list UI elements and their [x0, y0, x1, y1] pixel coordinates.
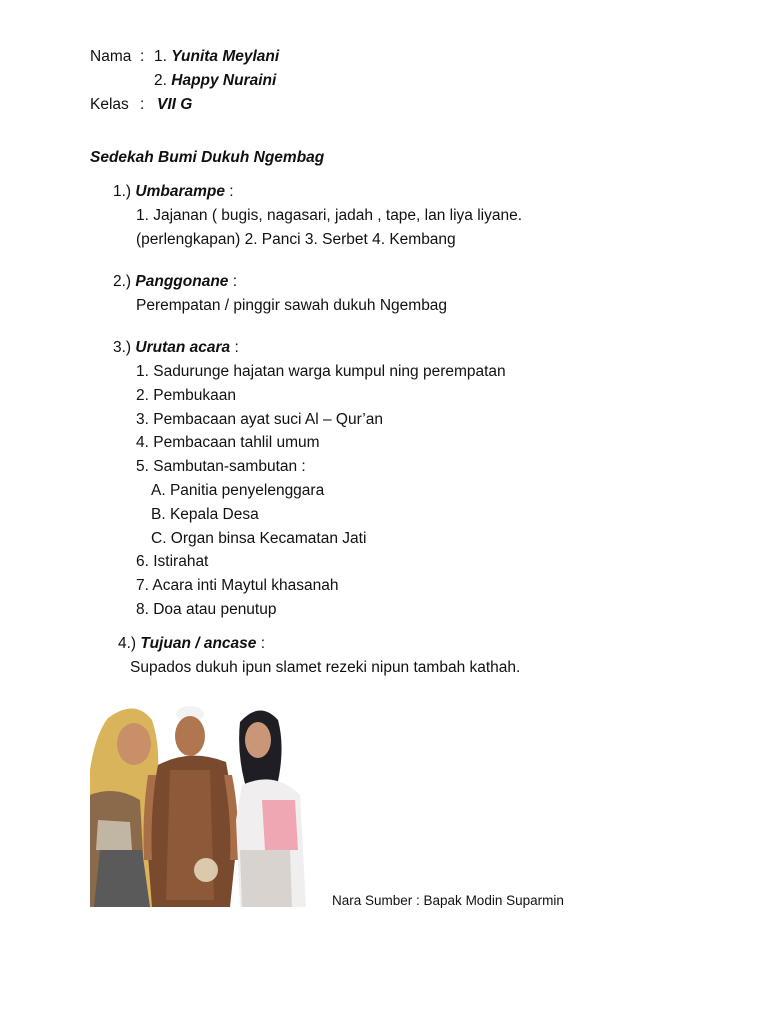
section-2-colon: :: [228, 273, 238, 290]
agenda-item: 6. Istirahat: [136, 553, 209, 570]
section-4-line: Supados dukuh ipun slamet rezeki nipun tambah kathah.: [130, 659, 521, 676]
group-photo-icon: [90, 700, 308, 907]
member-1-num: 1.: [154, 48, 167, 65]
agenda-item: 2. Pembukaan: [136, 387, 236, 404]
section-1-num: 1.): [113, 183, 132, 200]
member-2-num: 2.: [154, 72, 167, 89]
section-1-heading: [113, 182, 234, 202]
agenda-item: 4. Pembacaan tahlil umum: [136, 434, 320, 451]
member-2: [154, 71, 276, 91]
section-3-num: 3.): [113, 339, 132, 356]
agenda-item: 1. Sadurunge hajatan warga kumpul ning perempatan: [136, 363, 506, 380]
section-4-colon: :: [256, 635, 266, 652]
member-2-name: Happy Nuraini: [171, 72, 277, 89]
agenda-item: 3. Pembacaan ayat suci Al – Qur’an: [136, 411, 383, 428]
kelas-label: Kelas: [90, 96, 129, 113]
member-1-name: Yunita Meylani: [171, 48, 280, 65]
section-3-colon: :: [230, 339, 239, 356]
section-1-line: (perlengkapan) 2. Panci 3. Serbet 4. Kembang: [136, 231, 456, 248]
section-1-colon: :: [225, 183, 234, 200]
document-title: Sedekah Bumi Dukuh Ngembag: [90, 149, 325, 166]
kelas-separator: :: [140, 96, 145, 113]
section-3-title: Urutan acara: [135, 339, 231, 356]
section-4-heading: [118, 634, 265, 654]
agenda-subitem: B. Kepala Desa: [151, 506, 259, 523]
agenda-subitem: A. Panitia penyelenggara: [151, 482, 325, 499]
agenda-subitem: C. Organ binsa Kecamatan Jati: [151, 530, 367, 547]
section-1-line: 1. Jajanan ( bugis, nagasari, jadah , tape, lan liya liyane.: [136, 207, 523, 224]
nama-label: Nama: [90, 48, 132, 65]
kelas-value: VII G: [157, 96, 193, 113]
source-caption: Nara Sumber : Bapak Modin Suparmin: [332, 893, 564, 908]
agenda-item: 7. Acara inti Maytul khasanah: [136, 577, 339, 594]
nama-separator: :: [140, 48, 145, 65]
section-2-title: Panggonane: [135, 273, 229, 290]
section-1-title: Umbarampe: [135, 183, 225, 200]
section-2-heading: [113, 272, 237, 292]
agenda-item: 5. Sambutan-sambutan :: [136, 458, 306, 475]
section-3-heading: [113, 338, 239, 358]
section-4-title: Tujuan / ancase: [140, 635, 257, 652]
section-4-num: 4.): [118, 635, 137, 652]
member-1: [154, 47, 279, 67]
group-photo: [90, 700, 308, 907]
section-2-line: Perempatan / pinggir sawah dukuh Ngembag: [136, 297, 448, 314]
section-2-num: 2.): [113, 273, 132, 290]
agenda-item: 8. Doa atau penutup: [136, 601, 277, 618]
